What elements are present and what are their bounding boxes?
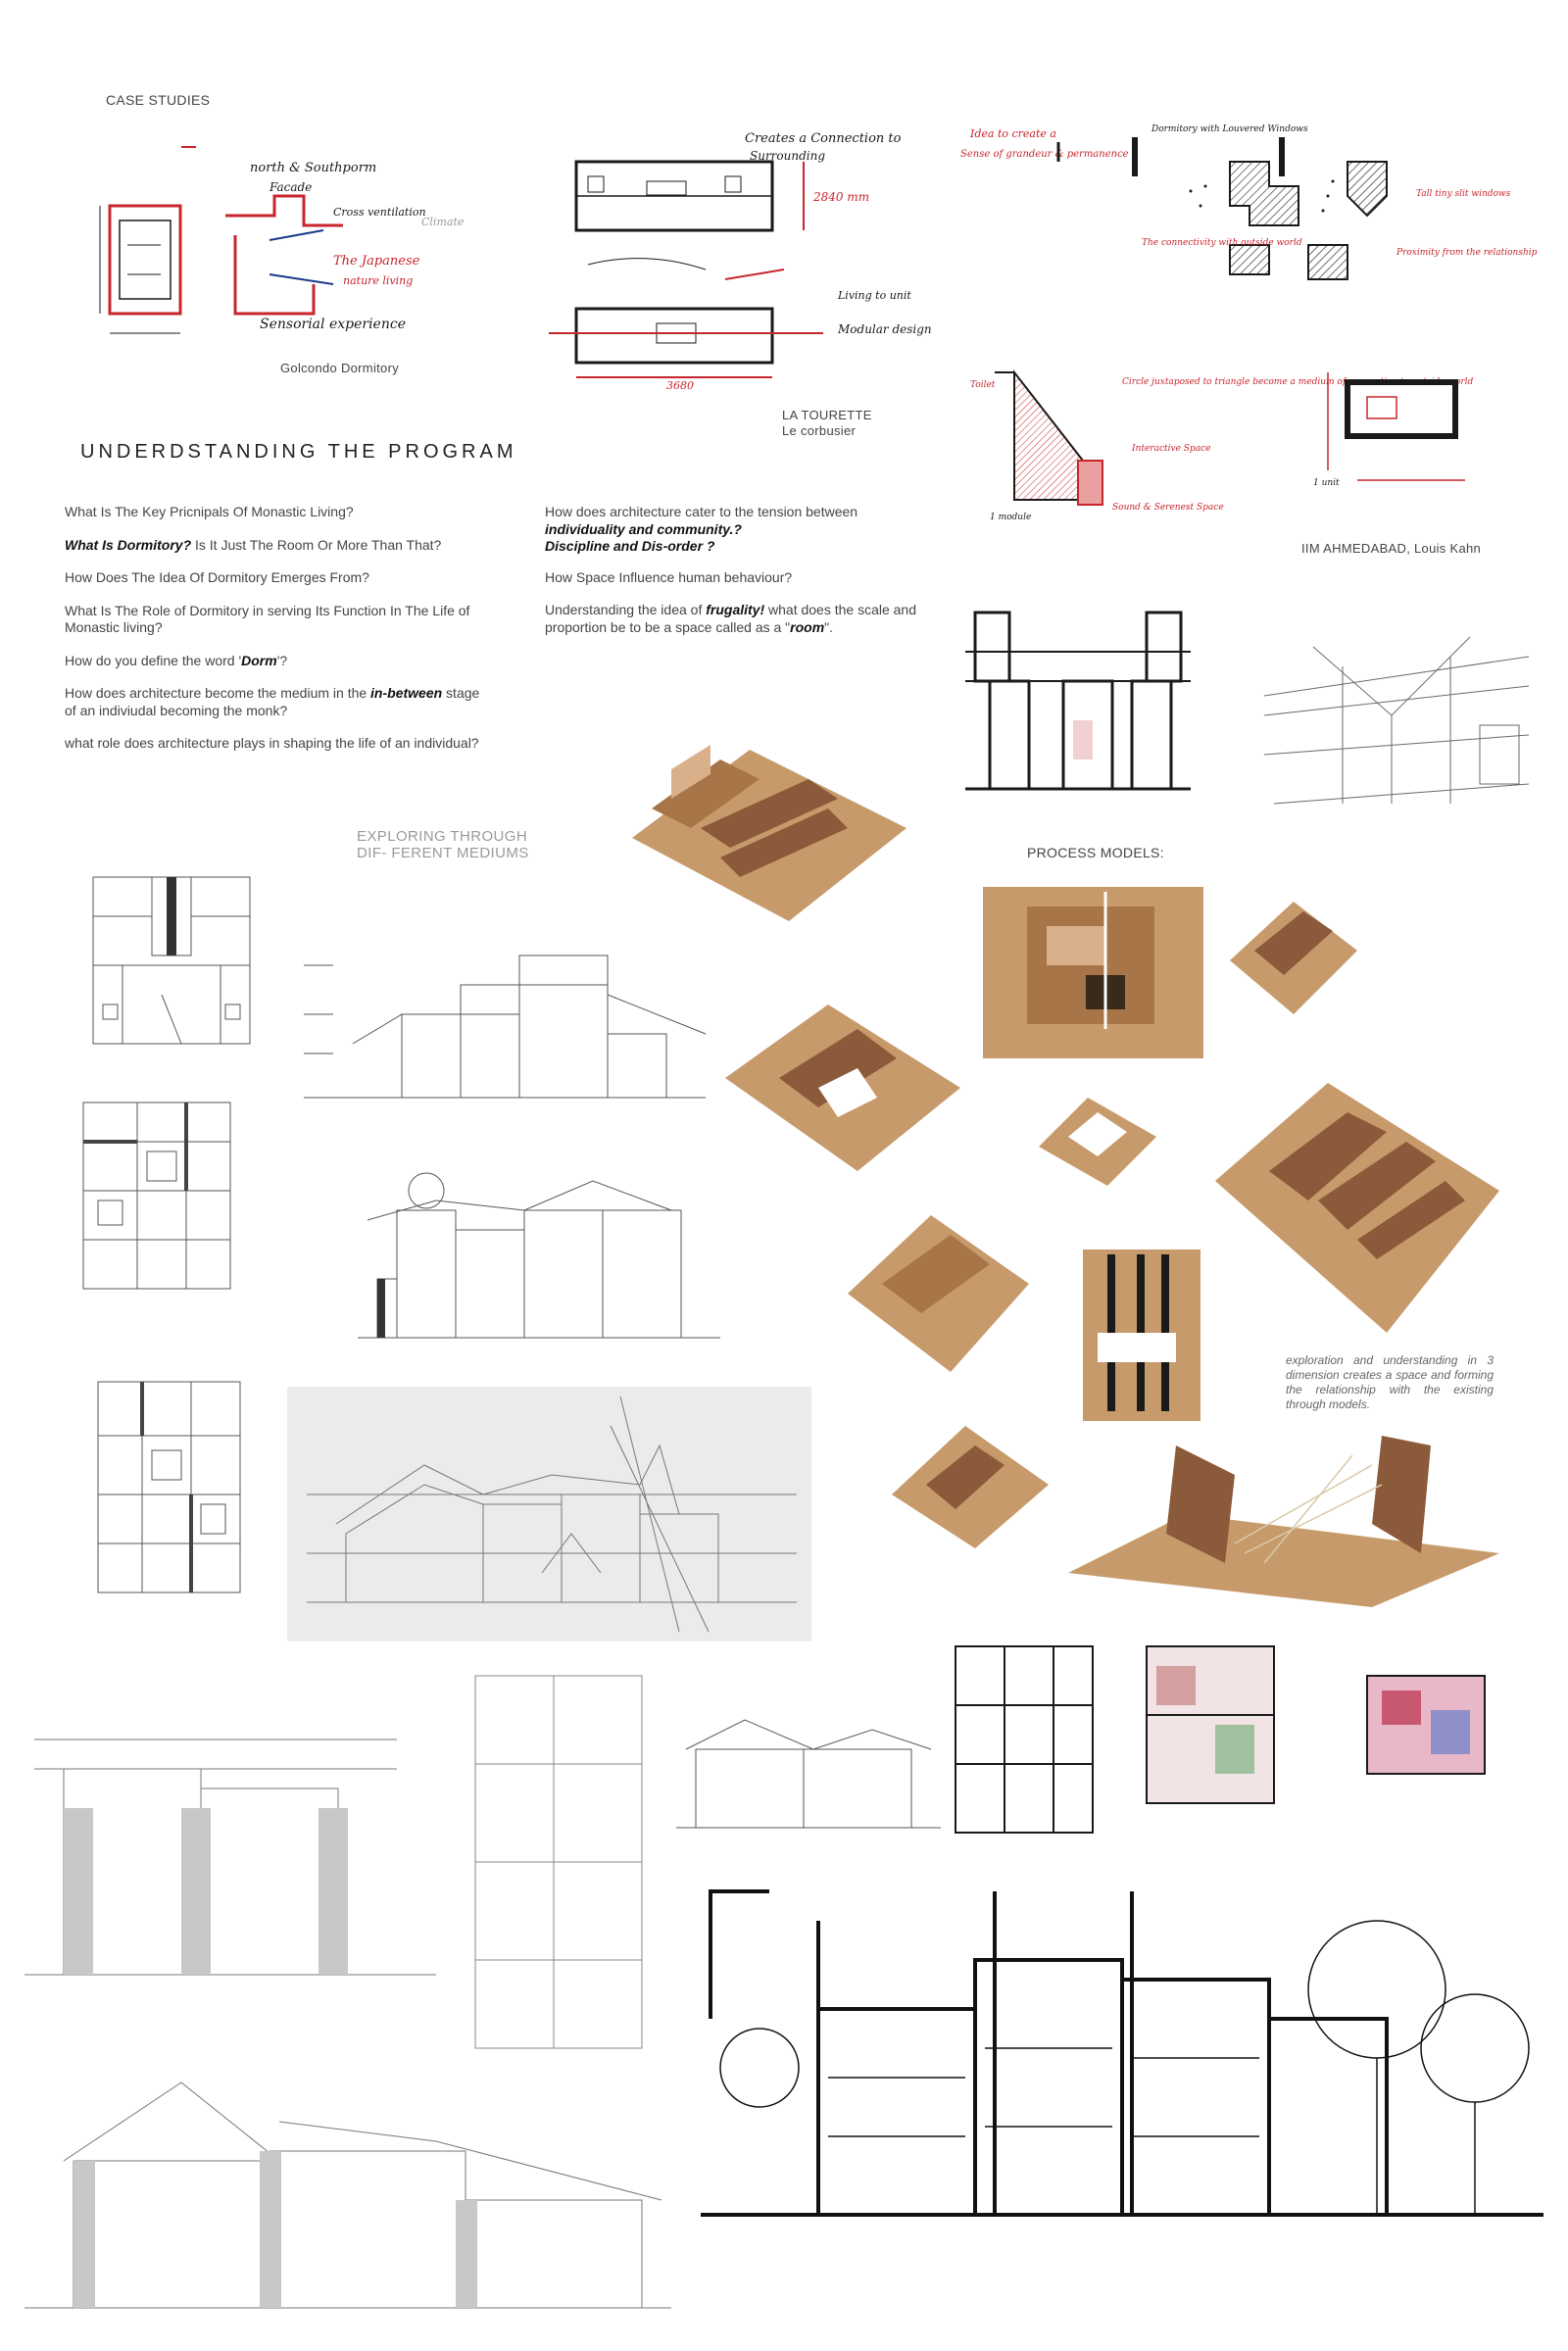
la-tourette-section-sketch: [529, 122, 932, 392]
ink-plan-sketch-1: [946, 1637, 1102, 1842]
questions-right-column: [545, 504, 956, 652]
svg-text:Cross ventilation: Cross ventilation: [333, 206, 426, 219]
svg-text:Sound & Serenest Space: Sound & Serenest Space: [1112, 503, 1224, 513]
svg-text:Facade: Facade: [270, 180, 313, 194]
program-heading: UNDERDSTANDING THE PROGRAM: [80, 441, 517, 463]
questions-left-column: [65, 504, 486, 768]
svg-text:Dormitory with Louvered Window: Dormitory with Louvered Windows: [1152, 124, 1308, 134]
section-drawing-2: [358, 1161, 720, 1377]
small-section-line: [676, 1690, 941, 1847]
golcondo-plan-sketch: [98, 137, 465, 353]
model-photo-6: [1210, 1063, 1504, 1338]
bottom-pencil-elevation: [24, 1700, 436, 1984]
model-photo-9: [887, 1416, 1054, 1553]
plan-drawing-2: [69, 1083, 250, 1298]
svg-text:Creates a Connection to: Creates a Connection to: [745, 131, 902, 146]
svg-text:1 module: 1 module: [990, 513, 1032, 522]
section-drawing-1: [294, 926, 706, 1122]
question-item: How Does The Idea Of Dormitory Emerges From?: [65, 569, 369, 585]
bottom-pencil-plan: [436, 1666, 676, 2058]
svg-text:Idea to create a: Idea to create a: [970, 127, 1056, 140]
iim-dormitory-sketch: [956, 118, 1538, 333]
svg-text:Sensorial experience: Sensorial experience: [260, 317, 406, 332]
iim-perspective-sketch: [1254, 627, 1539, 808]
plan-drawing-1: [64, 857, 274, 1068]
question-item: How does architecture become the medium in the in-between stage of an indiviudal becoming the monk?: [65, 685, 480, 718]
large-ink-section-sketch: [701, 1882, 1544, 2249]
svg-text:1 unit: 1 unit: [1313, 478, 1340, 488]
question-item: What Is Dormitory? Is It Just The Room Or More Than That?: [65, 536, 442, 553]
golcondo-note-1: north & Southporm: [250, 161, 377, 175]
question-item: How Space Influence human behaviour?: [545, 568, 793, 585]
svg-text:Toilet: Toilet: [970, 380, 996, 390]
svg-text:Living to unit: Living to unit: [838, 289, 911, 302]
model-photo-5: [1029, 1078, 1166, 1196]
model-photo-10: [1049, 1426, 1509, 1612]
iim-caption: IIM AHMEDABAD, Louis Kahn: [1301, 541, 1482, 556]
question-item: What Is The Role of Dormitory in serving Its Function In The Life of Monastic living?: [65, 602, 470, 635]
golcondo-caption: Golcondo Dormitory: [280, 361, 399, 375]
models-note: exploration and understanding in 3 dimension creates a space and forming the relationship with the existing through models.: [1286, 1353, 1494, 1411]
plan-drawing-3: [83, 1367, 255, 1602]
question-item: what role does architecture plays in shaping the life of an individual?: [65, 735, 479, 751]
svg-text:Surrounding: Surrounding: [750, 149, 826, 163]
model-photo-1: [612, 720, 906, 931]
la-tourette-architect: Le corbusier: [782, 423, 857, 438]
bottom-pencil-section: [24, 2063, 671, 2323]
model-photo-4: [720, 1000, 965, 1176]
svg-text:3680: 3680: [666, 379, 694, 392]
colored-unit-sketch: [1362, 1661, 1490, 1788]
colored-plan-sketch: [1137, 1637, 1284, 1813]
svg-text:The connectivity with outside: The connectivity with outside world: [1142, 238, 1302, 248]
process-models-caption: PROCESS MODELS:: [1027, 845, 1164, 860]
question-item: How does architecture cater to the tension between individuality and community.? Discipline and Dis-order ?: [545, 504, 858, 554]
model-photo-3: [1225, 892, 1362, 1019]
svg-text:2840 mm: 2840 mm: [813, 190, 870, 204]
iim-module-plan-sketch: [965, 363, 1514, 522]
model-photo-8: [1078, 1245, 1205, 1426]
svg-text:Sense of grandeur & permanence: Sense of grandeur & permanence: [960, 149, 1129, 160]
svg-text:Interactive Space: Interactive Space: [1132, 444, 1211, 454]
svg-text:nature living: nature living: [343, 274, 414, 287]
svg-text:The Japanese: The Japanese: [333, 254, 420, 269]
svg-text:Climate: Climate: [421, 216, 465, 228]
svg-text:Modular design: Modular design: [838, 322, 932, 336]
model-photo-7: [843, 1205, 1034, 1377]
la-tourette-title: LA TOURETTE: [782, 408, 872, 422]
question-item: How do you define the word 'Dorm'?: [65, 652, 288, 668]
svg-text:Proximity from the relationshi: Proximity from the relationship: [1396, 248, 1538, 258]
exploring-caption: EXPLORING THROUGH DIF- FERENT MEDIUMS: [357, 828, 529, 861]
grey-paper-section-drawing: [287, 1387, 811, 1641]
svg-text:Circle juxtaposed to triangle: Circle juxtaposed to triangle become a medium of connection to outside world: [1122, 377, 1474, 387]
iim-section-ink-sketch: [965, 603, 1191, 799]
model-photo-2: [978, 882, 1208, 1063]
question-item: Understanding the idea of frugality! what does the scale and proportion be to be a space called as a "room".: [545, 602, 917, 635]
svg-text:Tall tiny slit windows: Tall tiny slit windows: [1416, 189, 1511, 199]
question-item: What Is The Key Pricnipals Of Monastic Living?: [65, 504, 354, 519]
case-studies-label: CASE STUDIES: [106, 92, 211, 108]
